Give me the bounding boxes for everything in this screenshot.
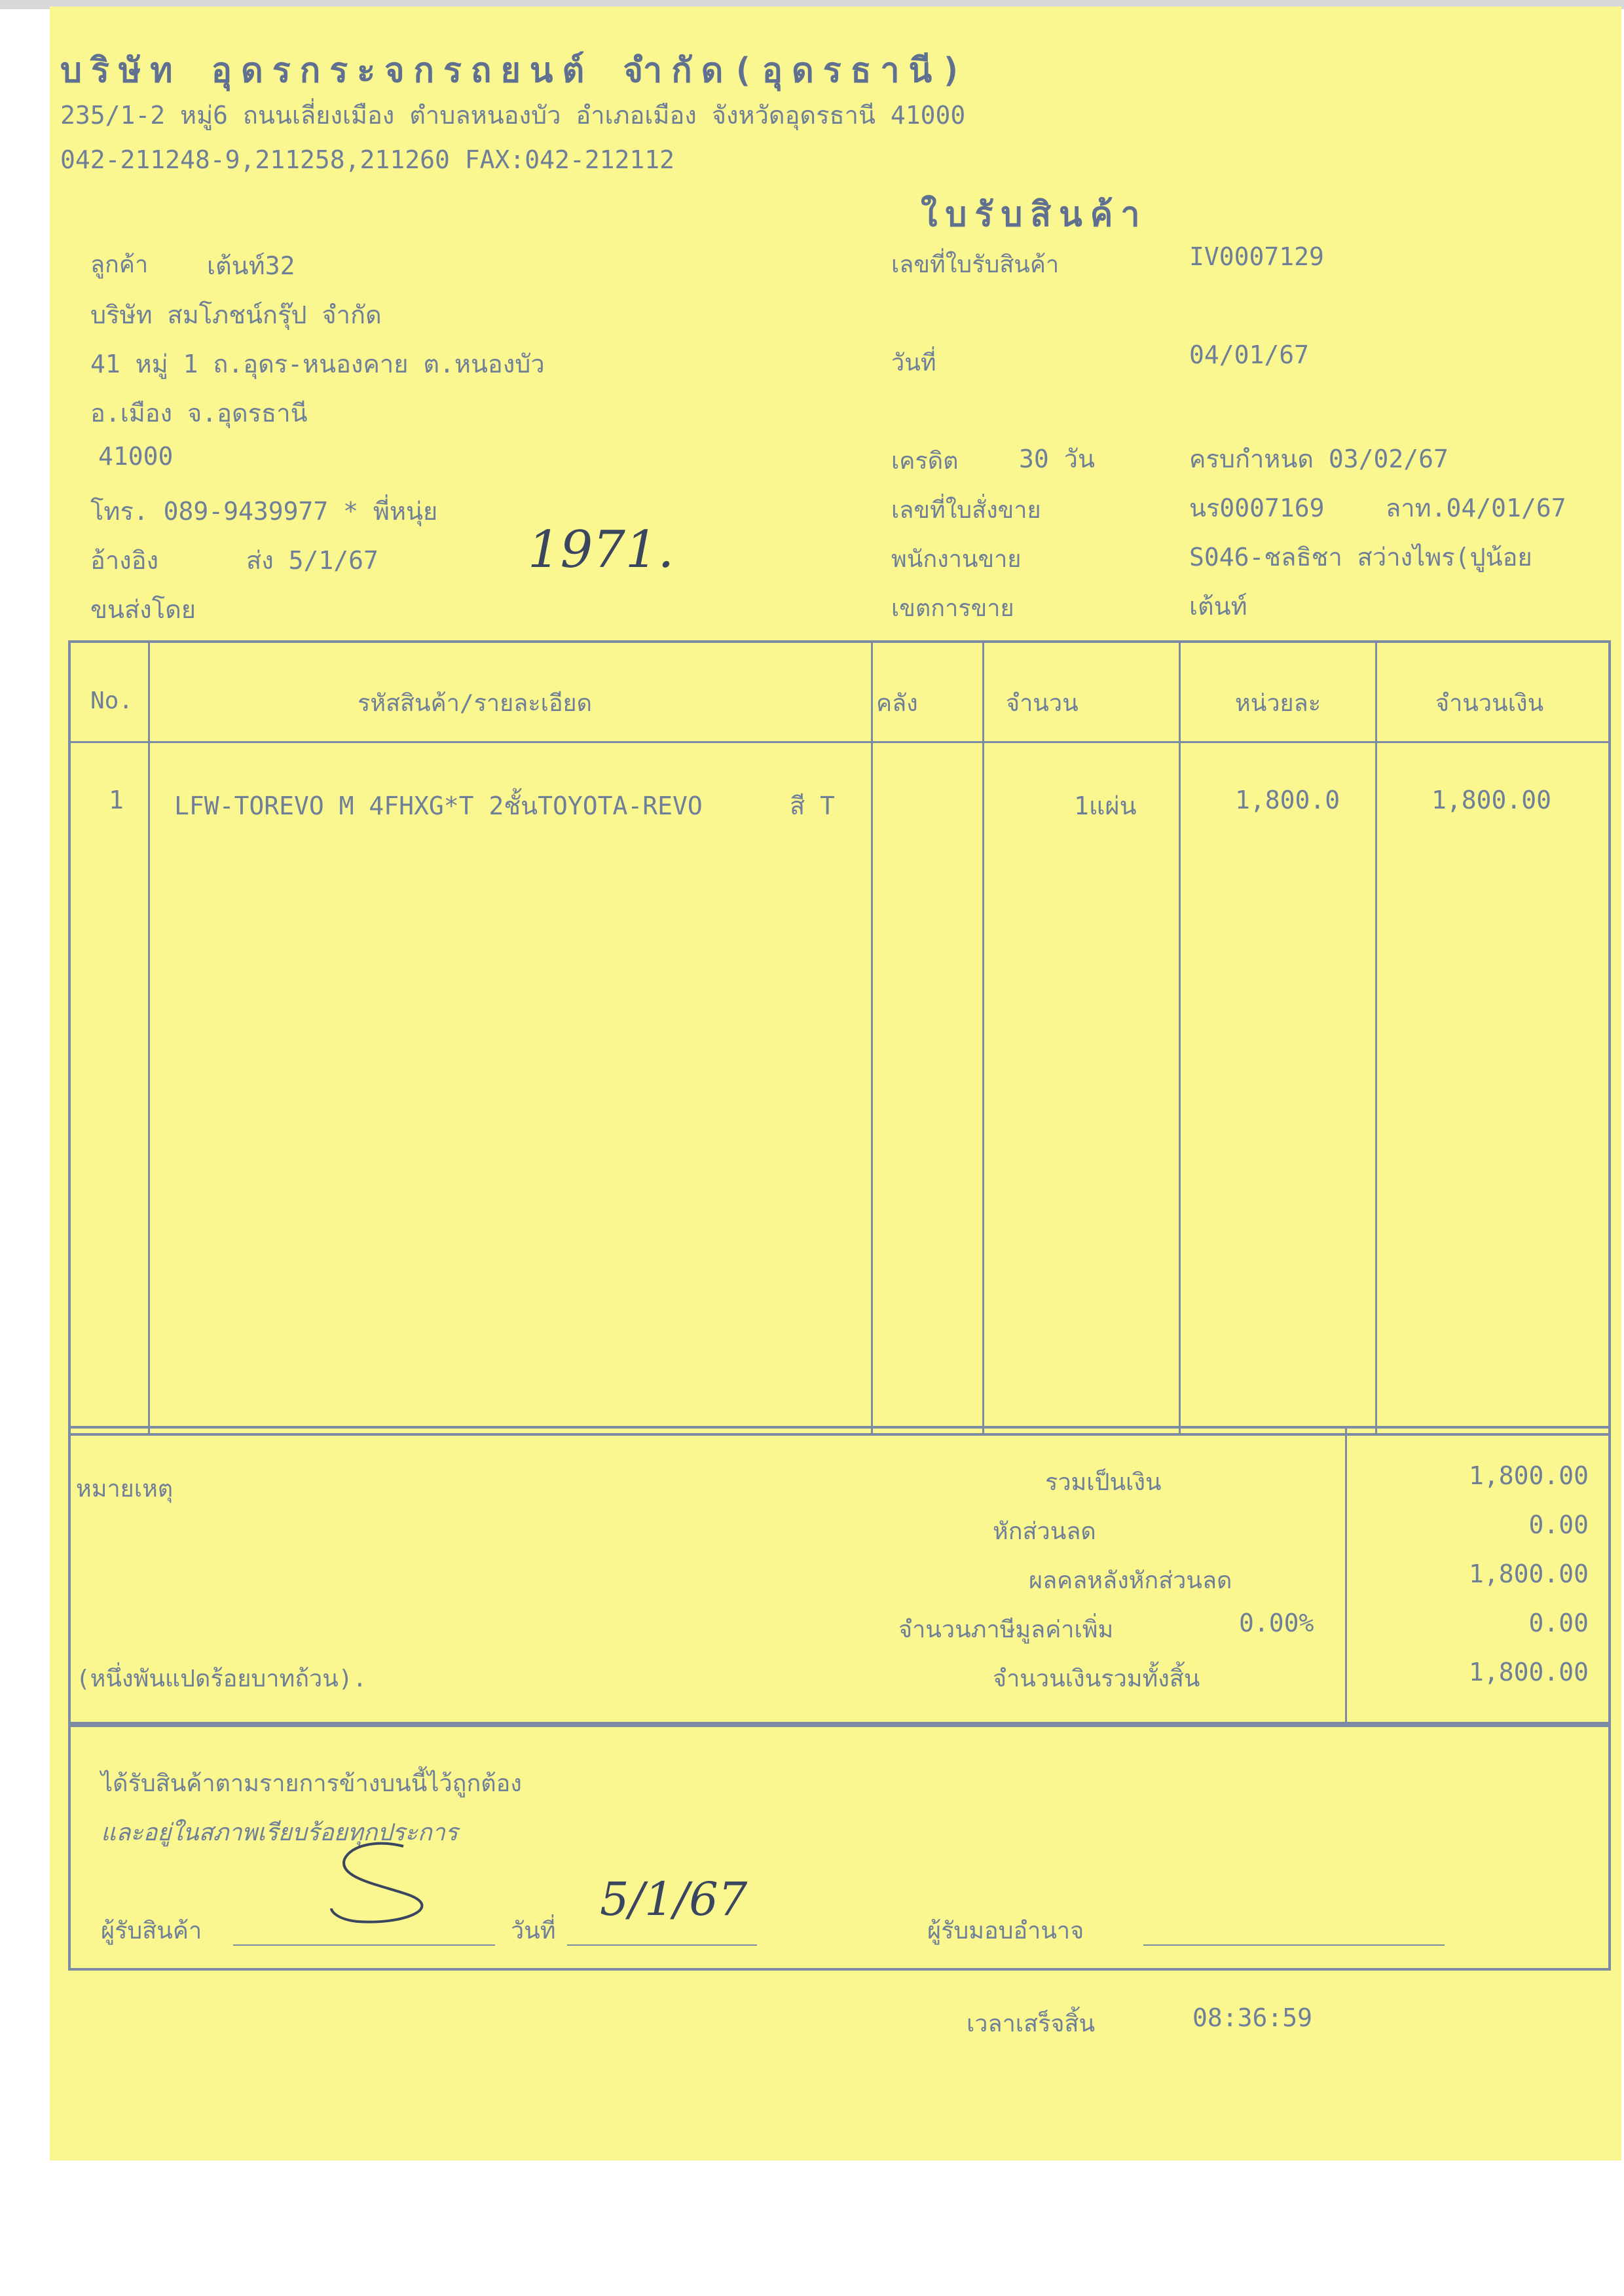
handwritten-receive-date: 5/1/67 [600, 1872, 748, 1926]
receive-text-1: ได้รับสินค้าตามรายการข้างบนนี้ไว้ถูกต้อง [101, 1770, 522, 1797]
date-label: วันที่ [891, 350, 936, 376]
discount-value: 0.00 [1528, 1510, 1589, 1539]
col-divider-qty [1179, 640, 1181, 1436]
col-divider-warehouse [982, 640, 984, 1436]
items-table [68, 640, 1611, 1436]
company-phone: 042-211248-9,211258,211260 FAX:042-212112 [60, 145, 674, 174]
header-amount: จำนวนเงิน [1435, 690, 1544, 717]
grand-total-label: จำนวนเงินรวมทั้งสิ้น [993, 1666, 1200, 1692]
receiver-signature-line [233, 1944, 495, 1946]
ship-date: ส่ง 5/1/67 [246, 546, 378, 575]
customer-code: เต้นท์32 [207, 251, 295, 280]
receive-date-label: วันที่ [511, 1918, 556, 1944]
vat-value: 0.00 [1528, 1609, 1589, 1637]
sales-zone-label: เขตการขาย [891, 595, 1014, 622]
company-address: 235/1-2 หมู่6 ถนนเลี่ยงเมือง ตำบลหนองบัว อำเภอเมือง จังหวัดอุดรธานี 41000 [60, 101, 966, 130]
amount-in-words: (หนึ่งพันแปดร้อยบาทถ้วน). [76, 1666, 367, 1692]
customer-zip: 41000 [98, 442, 174, 471]
header-no: No. [90, 687, 134, 714]
sales-order-date: ลาท.04/01/67 [1386, 494, 1566, 522]
total-value: 1,800.00 [1468, 1461, 1589, 1490]
row-description: LFW-TOREVO M 4FHXG*T 2ชั้นTOYOTA-REVO [174, 792, 703, 820]
col-divider-no [148, 640, 150, 1436]
after-discount-value: 1,800.00 [1468, 1559, 1589, 1588]
customer-name: บริษัท สมโภชน์กรุ๊ป จำกัด [90, 301, 382, 329]
authorized-signature-line [1143, 1944, 1445, 1946]
header-unit-price: หน่วยละ [1235, 690, 1321, 717]
receive-date-line [567, 1944, 757, 1946]
sales-order-label: เลขที่ใบสั่งขาย [891, 497, 1041, 524]
header-warehouse: คลัง [876, 690, 918, 717]
ship-by-label: ขนส่งโดย [90, 595, 196, 624]
vat-rate: 0.00% [1239, 1609, 1314, 1637]
authorized-label: ผู้รับมอบอำนาจ [927, 1918, 1084, 1944]
due-date: ครบกำหนด 03/02/67 [1189, 445, 1449, 473]
header-description: รหัสสินค้า/รายละเอียด [358, 690, 593, 717]
row-unit-price: 1,800.0 [1235, 786, 1340, 814]
header-quantity: จำนวน [1006, 690, 1079, 717]
salesperson-label: พนักงานขาย [891, 546, 1022, 573]
vat-label: จำนวนภาษีมูลค่าเพิ่ม [898, 1616, 1114, 1643]
receipt-no-label: เลขที่ใบรับสินค้า [891, 251, 1060, 278]
sales-zone: เต้นท์ [1189, 592, 1247, 621]
row-no: 1 [109, 786, 124, 814]
receiver-label: ผู้รับสินค้า [101, 1918, 202, 1944]
receive-text-2: และอยู่ในสภาพเรียบร้อยทุกประการ [101, 1819, 458, 1846]
receipt-sheet [50, 7, 1621, 2160]
row-color: สี T [790, 792, 835, 820]
col-divider-desc [871, 640, 873, 1436]
total-label: รวมเป็นเงิน [1045, 1469, 1162, 1496]
receipt-no: IV0007129 [1189, 242, 1324, 271]
table-header-divider [68, 741, 1611, 743]
discount-label: หักส่วนลด [993, 1518, 1096, 1545]
document-date: 04/01/67 [1189, 340, 1310, 369]
credit-term: 30 วัน [1019, 445, 1095, 473]
col-divider-unit [1375, 640, 1377, 1436]
customer-address-2: อ.เมือง จ.อุดรธานี [90, 399, 308, 428]
customer-phone: โทร. 089-9439977 * พี่หนุ่ย [90, 497, 438, 526]
customer-address-1: 41 หมู่ 1 ถ.อุดร-หนองคาย ต.หนองบัว [90, 350, 545, 378]
handwritten-note: 1971. [528, 520, 674, 579]
receiver-signature [305, 1833, 456, 1931]
row-amount: 1,800.00 [1431, 786, 1552, 814]
remark-label: หมายเหตุ [76, 1476, 174, 1503]
finish-time: 08:36:59 [1192, 2003, 1313, 2032]
finish-time-label: เวลาเสร็จสิ้น [967, 2011, 1096, 2037]
credit-label: เครดิต [891, 448, 959, 475]
reference-label: อ้างอิง [90, 546, 159, 575]
summary-divider [1345, 1426, 1347, 1727]
company-name: บริษัท อุดรกระจกรถยนต์ จำกัด(อุดรธานี) [60, 51, 971, 90]
document-title: ใบรับสินค้า [921, 195, 1148, 234]
salesperson: S046-ชลธิชา สว่างไพร(ปูน้อย [1189, 543, 1532, 572]
grand-total-value: 1,800.00 [1468, 1658, 1589, 1686]
sales-order-no: นร0007169 [1189, 494, 1325, 522]
after-discount-label: ผลคลหลังหักส่วนลด [1029, 1567, 1232, 1594]
row-quantity: 1แผ่น [1074, 792, 1137, 820]
customer-label: ลูกค้า [90, 251, 149, 278]
